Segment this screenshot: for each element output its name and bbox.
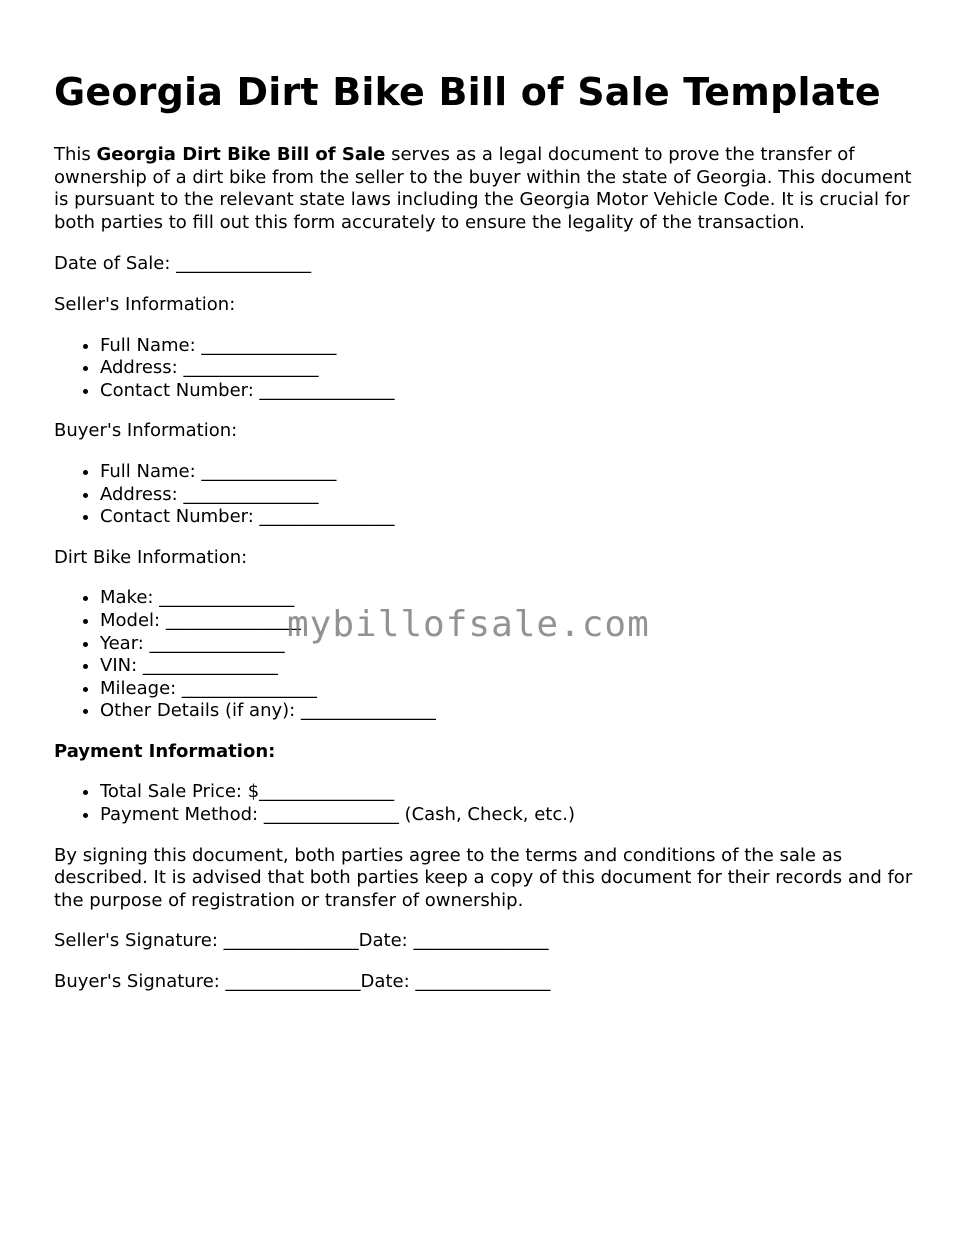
bike-model-field: • Model: _______________ xyxy=(100,610,914,633)
total-sale-price-field: • Total Sale Price: $_______________ xyxy=(100,781,914,804)
seller-field-list xyxy=(54,335,914,403)
seller-signature-line: Seller's Signature: _______________Date: _______________ xyxy=(54,930,549,952)
payment-heading: Payment Information: xyxy=(54,740,276,762)
buyer-contact-number-field: • Contact Number: _______________ xyxy=(100,506,914,529)
buyer-signature-line: Buyer's Signature: _______________Date: _______________ xyxy=(54,971,551,993)
bike-vin-field: • VIN: _______________ xyxy=(100,655,914,678)
payment-method-field: • Payment Method: _______________ (Cash, Check, etc.) xyxy=(100,804,914,827)
bike-make-field: • Make: _______________ xyxy=(100,587,914,610)
intro-prefix: This xyxy=(54,144,97,165)
seller-heading: Seller's Information: xyxy=(54,293,236,315)
document-page xyxy=(54,66,914,1012)
page-title: Georgia Dirt Bike Bill of Sale Template xyxy=(54,70,881,114)
buyer-full-name-field: • Full Name: _______________ xyxy=(100,461,914,484)
seller-address-field: • Address: _______________ xyxy=(100,357,914,380)
bike-heading: Dirt Bike Information: xyxy=(54,546,248,568)
intro-rest: serves as a legal document to prove the transfer of ownership of a dirt bike from the seller to the buyer within the state of Georgia. This document is pursuant to the relevant state laws including the Georgia Motor Vehicle Code. It is crucial for both parties to fill out this form accurately to ensure the legality of the transaction. xyxy=(54,144,912,233)
seller-contact-number-field: • Contact Number: _______________ xyxy=(100,380,914,403)
bike-mileage-field: • Mileage: _______________ xyxy=(100,678,914,701)
seller-full-name-field: • Full Name: _______________ xyxy=(100,335,914,358)
intro-paragraph xyxy=(54,144,914,234)
intro-doc-name: Georgia Dirt Bike Bill of Sale xyxy=(96,144,386,165)
bike-field-list xyxy=(54,587,914,723)
buyer-heading: Buyer's Information: xyxy=(54,420,238,442)
payment-field-list xyxy=(54,781,914,826)
bike-other-details-field: • Other Details (if any): _______________ xyxy=(100,700,914,723)
watermark: mybillofsale.com xyxy=(287,604,650,645)
bike-year-field: • Year: _______________ xyxy=(100,633,914,656)
agreement-paragraph: By signing this document, both parties agree to the terms and conditions of the sale as described. It is advised that both parties keep a copy of this document for their records and for the purpose of registration or transfer of ownership. xyxy=(54,844,913,911)
buyer-field-list xyxy=(54,461,914,529)
buyer-address-field: • Address: _______________ xyxy=(100,484,914,507)
date-of-sale-field: Date of Sale: _______________ xyxy=(54,253,312,275)
